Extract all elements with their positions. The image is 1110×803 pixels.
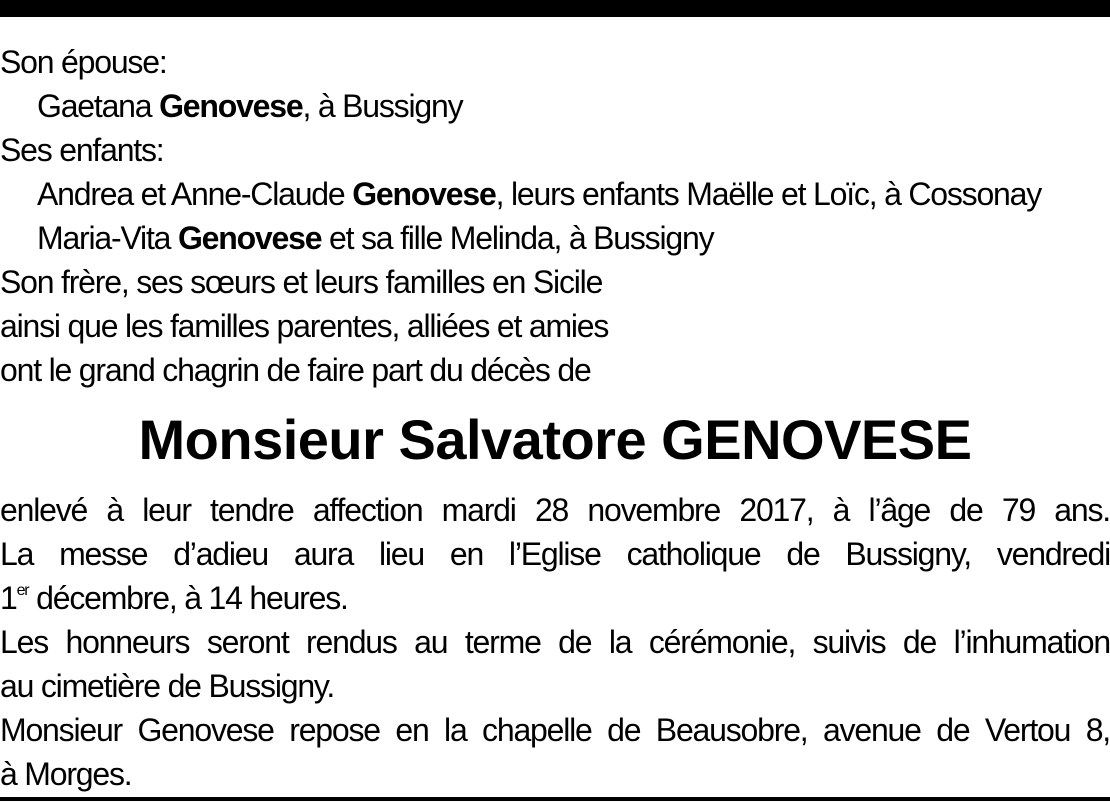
mass-date-rest: décembre, à 14 heures. — [28, 580, 348, 616]
honours-line: Les honneurs seront rendus au terme de la cérémonie, suivis de l’inhumation — [0, 624, 1110, 660]
ordinal-suffix: er — [16, 582, 29, 599]
mass-day-number: 1 — [0, 580, 17, 616]
child-details: et sa fille Melinda, à Bussigny — [321, 220, 714, 256]
child-first-names: Maria-Vita — [37, 220, 171, 256]
bottom-rule — [0, 797, 1110, 801]
spouse-surname: Genovese — [159, 88, 303, 124]
siblings-line: Son frère, ses sœurs et leurs familles en Sicile — [0, 264, 603, 300]
children-heading: Ses enfants: — [0, 132, 164, 168]
top-rule — [0, 0, 1110, 17]
child-surname: Genovese — [352, 176, 496, 212]
spouse-location: , à Bussigny — [302, 88, 463, 124]
death-date-line: enlevé à leur tendre affection mardi 28 novembre 2017, à l’âge de 79 ans. — [0, 492, 1110, 528]
child-details: , leurs enfants Maëlle et Loïc, à Cossonay — [495, 176, 1042, 212]
spouse-heading: Son épouse: — [0, 44, 167, 80]
obituary-notice — [0, 40, 1110, 796]
relatives-line: ainsi que les familles parentes, alliées et amies — [0, 308, 609, 344]
child-line-andrea — [0, 172, 1110, 216]
spouse-first-name: Gaetana — [37, 88, 152, 124]
funeral-mass-line: La messe d’adieu aura lieu en l’Eglise catholique de Bussigny, vendredi — [0, 536, 1110, 572]
child-first-names: Andrea et Anne-Claude — [37, 176, 345, 212]
deceased-name: Monsieur Salvatore GENOVESE — [138, 408, 972, 471]
viewing-town-line: à Morges. — [0, 756, 132, 792]
announcement-line: ont le grand chagrin de faire part du décès de — [0, 352, 591, 388]
burial-location-line: au cimetière de Bussigny. — [0, 668, 335, 704]
child-surname: Genovese — [177, 220, 322, 256]
spouse-line — [0, 84, 1110, 128]
viewing-chapel-line: Monsieur Genovese repose en la chapelle de Beausobre, avenue de Vertou 8, — [0, 712, 1110, 748]
child-line-maria-vita — [0, 216, 1110, 260]
funeral-mass-date-line — [0, 576, 1110, 620]
